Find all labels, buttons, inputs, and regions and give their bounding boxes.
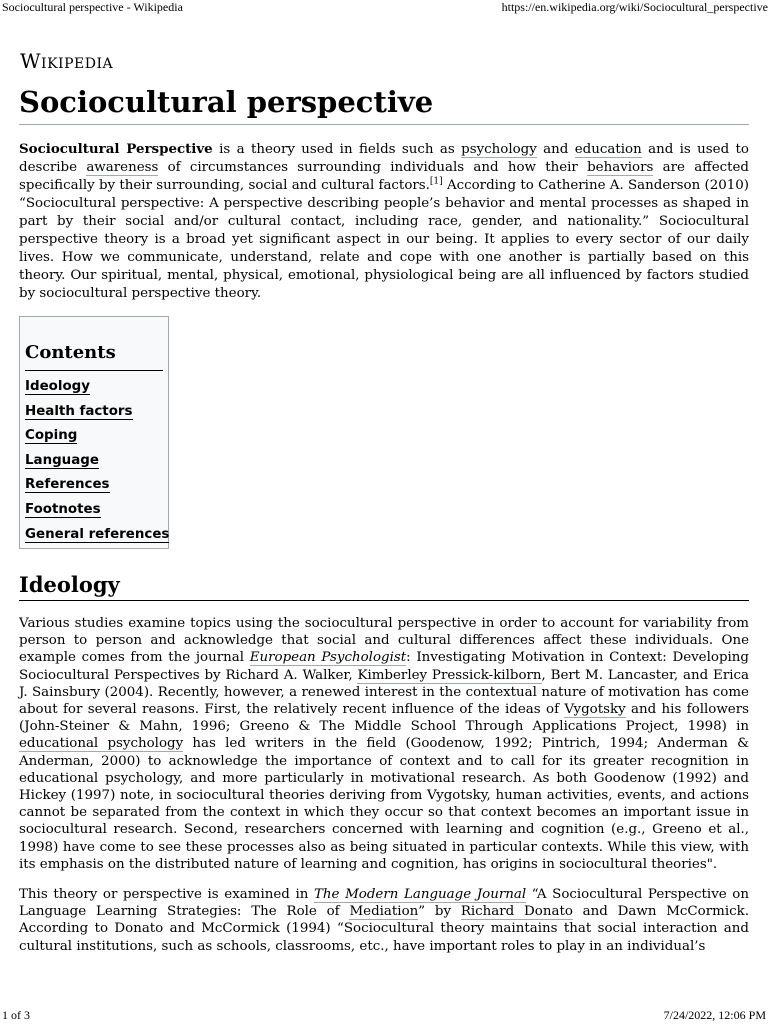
toc-item-ideology[interactable]: Ideology bbox=[25, 379, 90, 394]
link-european-psychologist[interactable]: European Psychologist bbox=[249, 650, 407, 666]
intro-paragraph: Sociocultural Perspective is a theory used in fields such as psychology and education and is used to describe awareness of circumstances surrounding individuals and how their behaviors are affected specifically by their surrounding, social and cultural factors.[1] According to Catherine A. Sanderson (2010) “Sociocultural perspective: A perspective describing people’s behavior and mental processes as shaped in part by their social and/or cultural contact, including race, gender, and nationality.” Sociocultural perspective theory is a broad yet significant aspect in our being. It applies to every sector of our daily lives. How we communicate, understand, relate and cope with one another is partially based on this theory. Our spiritual, mental, physical, emotional, physiological being are all influenced by factors studied by sociocultural perspective theory. bbox=[19, 141, 750, 301]
ideology-paragraph-2: This theory or perspective is examined in The Modern Language Journal “A Sociocultural Perspective on Language Learning Strategies: The Role of Mediation” by Richard Donato and Dawn McCormick. According to Donato and McCormick (1994) “Sociocultural theory maintains that social interaction and cultural institutions, such as schools, classrooms, etc., have important roles to play in an individual’s bbox=[19, 887, 749, 954]
ideology-section bbox=[19, 615, 749, 968]
link-modern-language-journal[interactable]: The Modern Language Journal bbox=[313, 887, 527, 903]
table-of-contents bbox=[19, 316, 169, 549]
link-mediation[interactable]: Mediation bbox=[349, 904, 419, 920]
toc-item-footnotes[interactable]: Footnotes bbox=[25, 501, 101, 517]
section-heading-ideology: Ideology bbox=[19, 571, 749, 601]
link-education[interactable]: education bbox=[574, 142, 642, 157]
link-awareness[interactable]: awareness bbox=[86, 160, 159, 175]
toc-item-references[interactable]: References bbox=[25, 477, 110, 493]
page-title: Sociocultural perspective bbox=[19, 82, 749, 125]
ideology-paragraph-1: Various studies examine topics using the sociocultural perspective in order to account for variability from person to person and acknowledge that social and cultural differences affect these individuals. One example comes from the journal European Psychologist: Investigating Motivation in Context: Developing Sociocultural Perspectives by Richard A. Walker, Kimberley Pressick-kilborn, Bert M. Lancaster, and Erica J. Sainsbury (2004). Recently, however, a renewed interest in the contextual nature of motivation has come about for several reasons. First, the relatively recent influence of the ideas of Vygotsky and his followers (John-Steiner & Mahn, 1996; Greeno & The Middle School Through Applications Project, 1998) in educational psychology has led writers in the field (Goodenow, 1992; Pintrich, 1994; Anderman & Anderman, 2000) to acknowledge the importance of context and to call for its greater recognition in educational psychology, and more particularly in motivational research. As both Goodenow (1992) and Hickey (1997) note, in sociocultural theories deriving from Vygotsky, human activities, events, and actions cannot be separated from the context in which they occur so that context becomes an important issue in sociocultural research. Second, researchers concerned with learning and cognition (e.g., Greeno et al., 1998) have come to see these processes also as being situated in particular contexts. While this view, with its emphasis on the distributed nature of learning and cognition, has origins in sociocultural theories". bbox=[19, 616, 750, 872]
print-url: https://en.wikipedia.org/wiki/Sociocultural_perspective bbox=[501, 0, 768, 14]
toc-item-general-references[interactable]: General references bbox=[25, 526, 170, 542]
print-datetime: 7/24/2022, 12:06 PM bbox=[663, 1008, 766, 1022]
print-footer bbox=[0, 1008, 768, 1024]
toc-item-health-factors[interactable]: Health factors bbox=[25, 403, 133, 419]
reference-1[interactable]: [1] bbox=[429, 176, 443, 187]
link-psychology[interactable]: psychology bbox=[461, 142, 537, 157]
link-educational-psychology[interactable]: educational psychology bbox=[19, 736, 184, 752]
link-kimberley-pressick-kilborn[interactable]: Kimberley Pressick-kilborn bbox=[357, 667, 542, 683]
wikipedia-logo[interactable]: Wikipedia bbox=[20, 49, 114, 73]
print-page-title: Sociocultural perspective - Wikipedia bbox=[2, 0, 183, 14]
intro-bold-term: Sociocultural Perspective bbox=[19, 141, 213, 157]
toc-item-coping[interactable]: Coping bbox=[25, 428, 78, 444]
link-behaviors[interactable]: behaviors bbox=[587, 160, 654, 175]
toc-title: Contents bbox=[25, 339, 163, 371]
toc-item-language[interactable]: Language bbox=[25, 452, 99, 468]
link-richard-donato[interactable]: Richard Donato bbox=[460, 904, 573, 920]
link-vygotsky[interactable]: Vygotsky bbox=[564, 702, 626, 718]
print-page-number: 1 of 3 bbox=[2, 1008, 30, 1022]
print-header bbox=[0, 0, 768, 16]
